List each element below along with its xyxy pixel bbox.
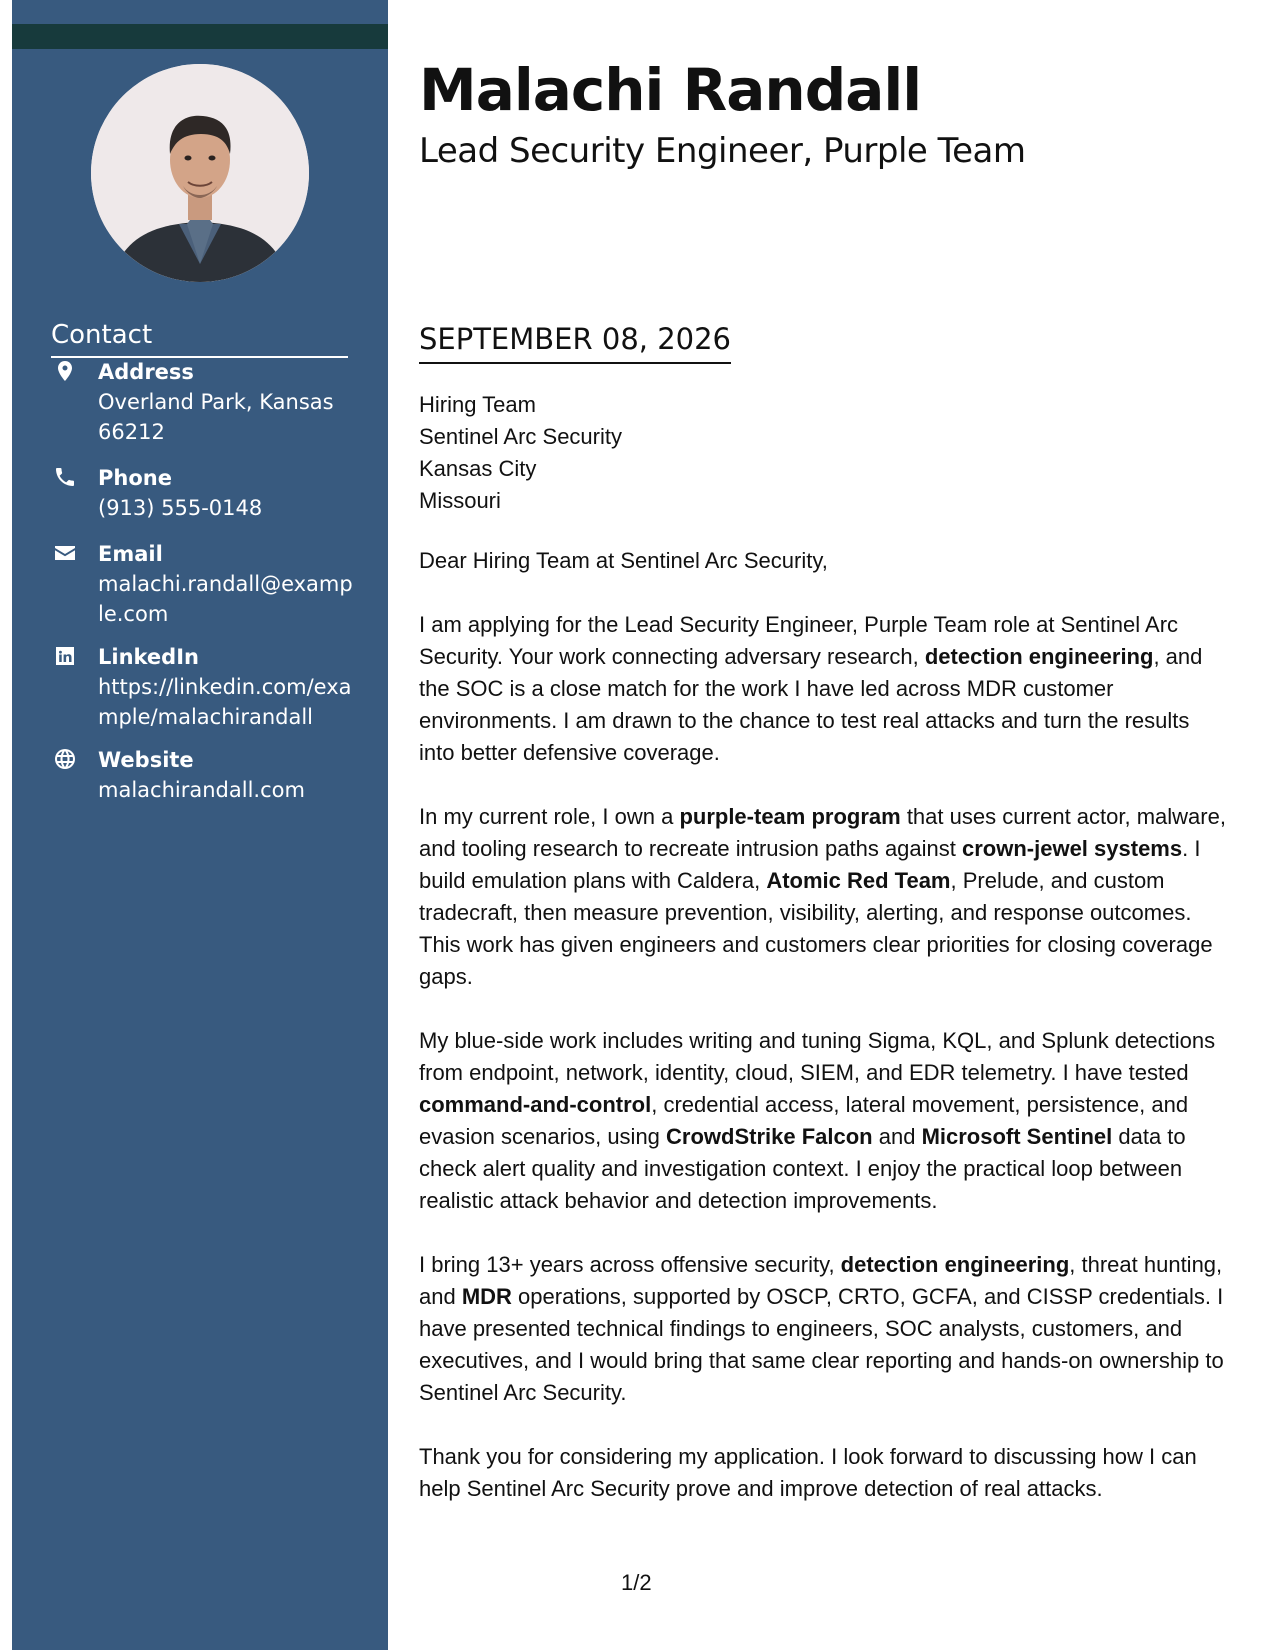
salutation: Dear Hiring Team at Sentinel Arc Security,	[419, 548, 828, 573]
text-run: that uses current actor, malware, and tooling research to recreate intrusion paths against	[419, 804, 1226, 861]
email-label: Email	[98, 542, 163, 566]
recipient-line: Missouri	[419, 488, 501, 513]
text-run: operations, supported by OSCP, CRTO, GCFA, and CISSP credentials. I have presented technical findings to engineers, SOC analysts, customers, and executives, and I would bring that same clear reporting and hands-on ownership to Sentinel Arc Security.	[419, 1284, 1224, 1405]
phone-value[interactable]: (913) 555-0148	[98, 496, 263, 520]
text-run: , Prelude, and custom tradecraft, then measure prevention, visibility, alerting, and response outcomes. This work has given engineers and customers clear priorities for closing coverage gaps.	[419, 868, 1213, 989]
text-run: Thank you for considering my application. I look forward to discussing how I can help Sentinel Arc Security prove and improve detection of real attacks.	[419, 1444, 1197, 1501]
body-paragraph	[419, 1025, 1229, 1217]
bold-phrase: crown-jewel systems	[962, 836, 1183, 861]
body-paragraph	[419, 801, 1229, 993]
bold-phrase: purple-team program	[679, 804, 901, 829]
text-run: I am applying for the Lead Security Engineer, Purple Team role at Sentinel Arc Security. Your work connecting adversary research,	[419, 612, 1179, 669]
body-paragraph	[419, 609, 1229, 769]
linkedin-value[interactable]: https://linkedin.com/example/malachirandall	[98, 675, 352, 729]
text-run: , credential access, lateral movement, persistence, and evasion scenarios, using	[419, 1092, 1189, 1149]
phone-label: Phone	[98, 466, 172, 490]
text-run: and	[872, 1124, 922, 1149]
recipient-line: Kansas City	[419, 456, 537, 481]
bold-phrase: Microsoft Sentinel	[921, 1124, 1113, 1149]
bold-phrase: detection engineering	[840, 1252, 1070, 1277]
text-run: data to check alert quality and investigation context. I enjoy the practical loop between realistic attack behavior and detection improvements.	[419, 1124, 1186, 1213]
recipient-block	[419, 389, 622, 517]
address-value: Overland Park, Kansas 66212	[98, 390, 334, 444]
email-value[interactable]: malachi.randall@example.com	[98, 572, 353, 626]
recipient-line: Sentinel Arc Security	[419, 424, 622, 449]
text-run: I bring 13+ years across offensive security,	[419, 1252, 841, 1277]
envelope-icon	[51, 541, 79, 569]
address-label: Address	[98, 360, 194, 384]
globe-icon	[51, 747, 79, 775]
text-run: In my current role, I own a	[419, 804, 680, 829]
bold-phrase: MDR	[461, 1284, 512, 1309]
bold-phrase: detection engineering	[924, 644, 1154, 669]
portrait-image	[91, 64, 309, 282]
website-value[interactable]: malachirandall.com	[98, 778, 305, 802]
text-run: My blue-side work includes writing and tuning Sigma, KQL, and Splunk detections from endpoint, network, identity, cloud, SIEM, and EDR telemetry. I have tested	[419, 1028, 1216, 1085]
profile-photo	[91, 64, 309, 282]
body-paragraph	[419, 1441, 1229, 1505]
linkedin-label: LinkedIn	[98, 645, 199, 669]
bold-phrase: Atomic Red Team	[766, 868, 951, 893]
applicant-title: Lead Security Engineer, Purple Team	[419, 131, 1026, 171]
text-run: , and the SOC is a close match for the work I have led across MDR customer environments. I am drawn to the chance to test real attacks and turn the results into better defensive coverage.	[419, 644, 1203, 765]
contact-heading: Contact	[51, 320, 348, 358]
applicant-name: Malachi Randall	[419, 56, 922, 124]
linkedin-icon	[51, 644, 79, 672]
body-paragraph	[419, 1249, 1229, 1409]
bold-phrase: command-and-control	[419, 1092, 652, 1117]
sidebar-accent-bar	[12, 24, 388, 49]
letter-body	[419, 545, 1229, 1537]
text-run: , threat hunting, and	[419, 1252, 1223, 1309]
recipient-line: Hiring Team	[419, 392, 536, 417]
phone-icon	[51, 465, 79, 493]
bold-phrase: CrowdStrike Falcon	[666, 1124, 873, 1149]
map-pin-icon	[51, 359, 79, 387]
page-number: 1/2	[621, 1570, 652, 1595]
text-run: . I build emulation plans with Caldera,	[419, 836, 1201, 893]
letter-date: SEPTEMBER 08, 2026	[419, 322, 731, 364]
website-label: Website	[98, 748, 194, 772]
sidebar	[12, 0, 388, 1650]
